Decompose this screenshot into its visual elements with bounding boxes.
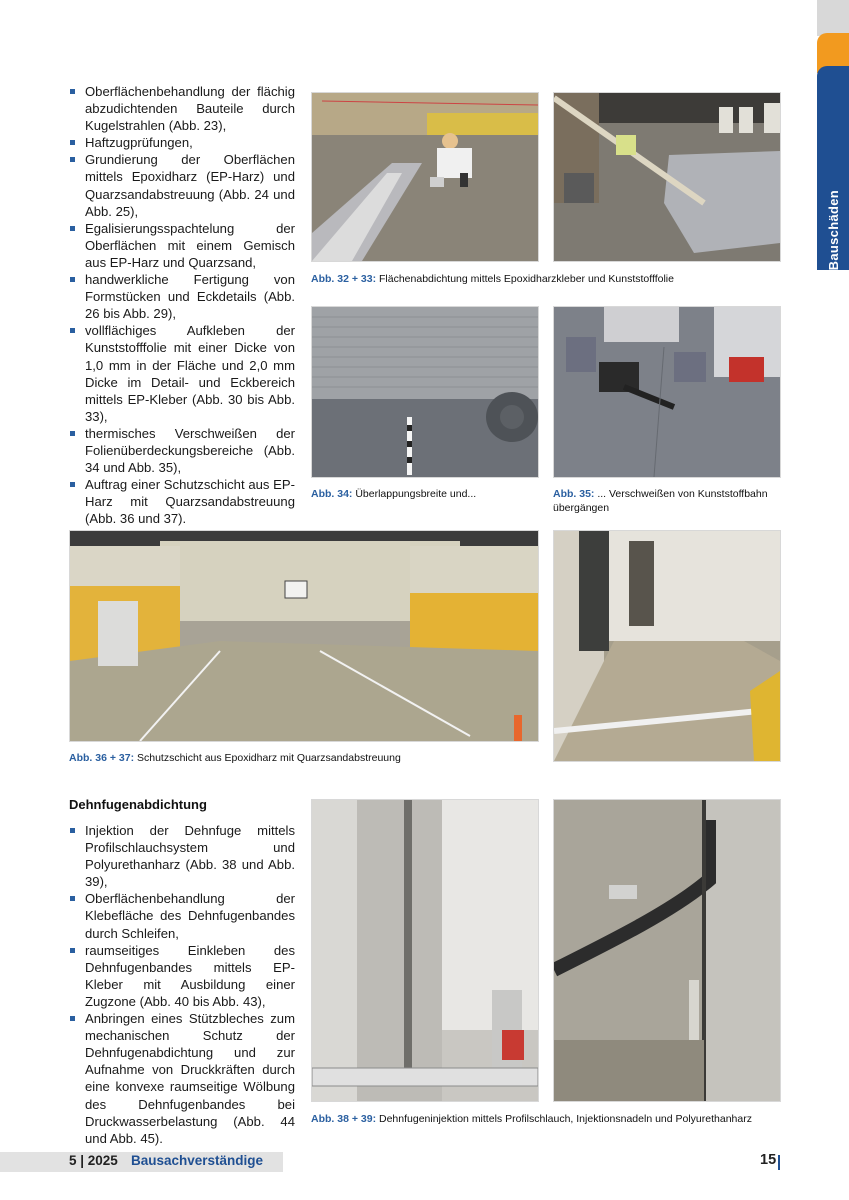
caption-text: Überlappungsbreite und... [352,488,477,500]
caption-abb-36-37 [69,751,537,765]
list-item: Haftzugprüfungen, [69,134,295,151]
section-heading: Dehnfugenabdichtung [69,797,207,812]
side-tab-label: Bauschäden [825,189,841,270]
list-item: vollflächiges Aufkleben der Kunststofffolie mit einer Dicke von 1,0 mm in der Fläche und 2,0 mm Dicke im Detail- und Eckbereich mittels EP-Kleber (Abb. 30 bis Abb. 33), [69,322,295,425]
photo-abb-34 [311,306,539,478]
photo-abb-38 [311,799,539,1102]
photo-abb-37 [553,530,781,762]
caption-abb-38-39 [311,1112,781,1126]
list-item: handwerkliche Fertigung von Formstücken und Eckdetails (Abb. 26 bis Abb. 29), [69,271,295,322]
list-item: Anbringen eines Stützbleches zum mechanischen Schutz der Dehnfugenabdichtung und zur Aufnahme von Druckkräften durch eine konvexe raumseitige Wölbung des Dehnfugenbandes bei Druckwasserbelastung (Abb. 44 und Abb. 45). [69,1010,295,1147]
list-item: Oberflächenbehandlung der flächig abzudichtenden Bauteile durch Kugelstrahlen (Abb. 23), [69,83,295,134]
footer-issue: 5 | 2025 [69,1153,118,1168]
photo-abb-39 [553,799,781,1102]
photo-abb-36 [69,530,539,742]
side-tab-gray [817,0,849,36]
page-number: 15 [760,1152,777,1168]
list-item: Oberflächenbehandlung der Klebefläche des Dehnfugenbandes durch Schleifen, [69,890,295,941]
list-item: Auftrag einer Schutzschicht aus EP-Harz mit Quarzsandabstreuung (Abb. 36 und 37). [69,476,295,527]
list-item: Egalisierungsspachtelung der Oberflächen mit einem Gemisch aus EP-Harz und Quarzsand, [69,220,295,271]
photo-abb-35 [553,306,781,478]
list-item: Grundierung der Oberflächen mittels Epoxidharz (EP-Harz) und Quarzsandabstreuung (Abb. 24 und Abb. 25), [69,151,295,219]
caption-abb-32-33 [311,272,781,286]
list-item: raumseitiges Einkleben des Dehnfugenbandes mittels EP-Kleber mit Ausbildung einer Zugzone (Abb. 40 bis Abb. 43), [69,942,295,1010]
side-tab [817,66,849,270]
caption-ref: Abb. 36 + 37: [69,752,135,764]
caption-abb-35 [553,487,779,515]
footer-magazine-title: Bausachverständige [131,1153,264,1168]
caption-ref: Abb. 32 + 33: [311,273,377,285]
list-item: Injektion der Dehnfuge mittels Profilschlauchsystem und Polyurethanharz (Abb. 38 und Abb. 39), [69,822,295,890]
caption-ref: Abb. 38 + 39: [311,1113,377,1125]
list-item: thermisches Verschweißen der Folienüberdeckungsbereiche (Abb. 34 und Abb. 35), [69,425,295,476]
caption-ref: Abb. 35: [553,488,595,500]
bullet-list-procedure [69,83,295,527]
caption-text: ... Verschweißen von Kunststoffbahn übergängen [553,488,768,514]
caption-ref: Abb. 34: [311,488,353,500]
caption-text: Flächenabdichtung mittels Epoxidharzkleber und Kunststofffolie [376,273,674,285]
caption-text: Dehnfugeninjektion mittels Profilschlauch, Injektionsnadeln und Polyurethanharz [376,1113,752,1125]
photo-abb-32 [311,92,539,262]
caption-abb-34 [311,487,537,501]
bullet-list-dehnfuge [69,822,295,1147]
caption-text: Schutzschicht aus Epoxidharz mit Quarzsandabstreuung [134,752,401,764]
page-number-bar [778,1155,780,1170]
photo-abb-33 [553,92,781,262]
